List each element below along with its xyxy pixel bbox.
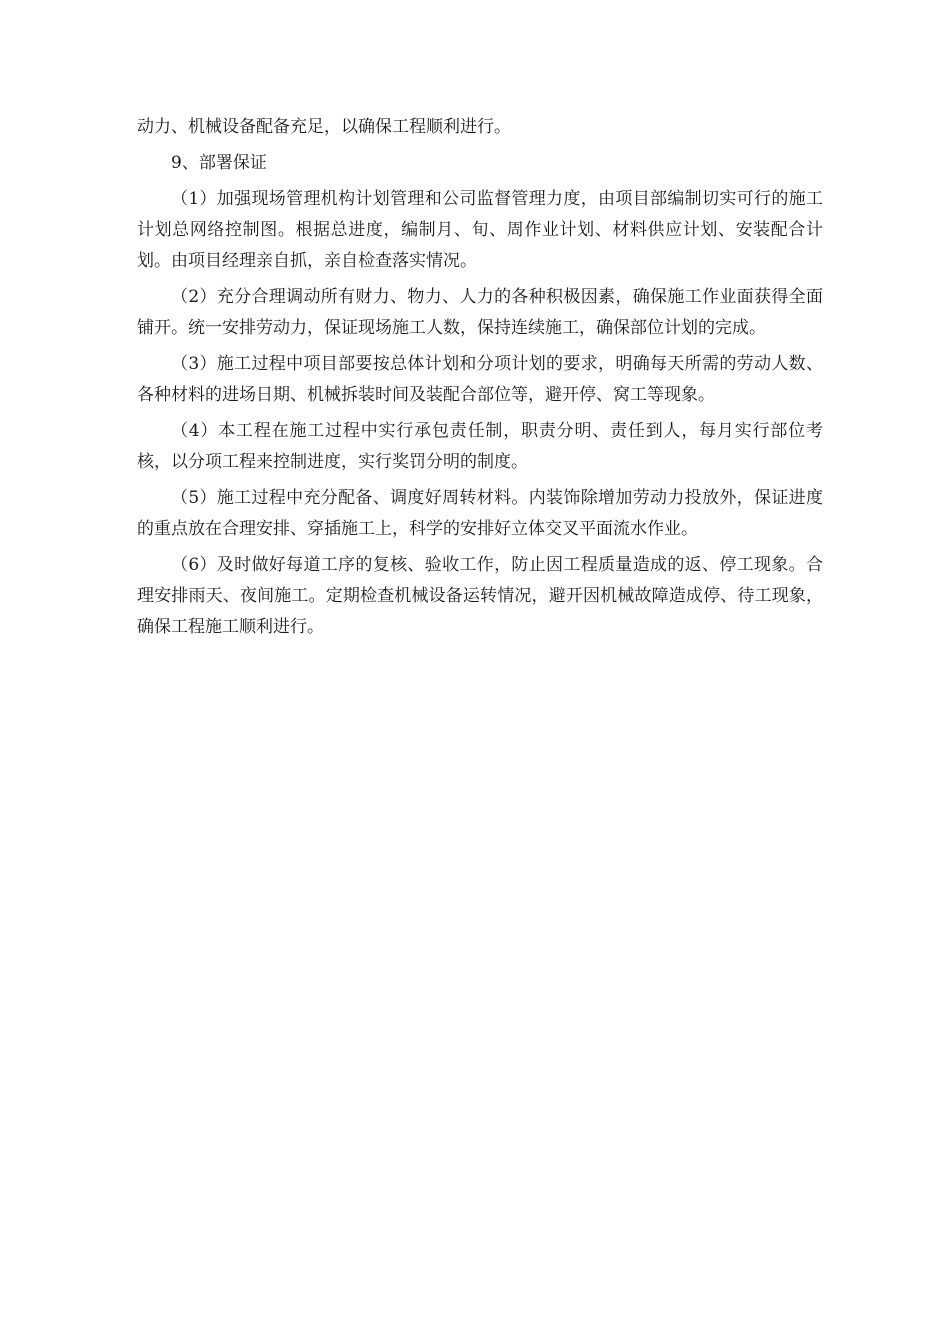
paragraph-5: （5）施工过程中充分配备、调度好周转材料。内装饰除增加劳动力投放外，保证进度的重点放在合理安排、穿插施工上，科学的安排好立体交叉平面流水作业。 <box>137 488 823 539</box>
paragraph-2: （2）充分合理调动所有财力、物力、人力的各种积极因素，确保施工作业面获得全面铺开。统一安排劳动力，保证现场施工人数，保持连续施工，确保部位计划的完成。 <box>137 287 823 338</box>
lead-paragraph: 动力、机械设备配备充足，以确保工程顺利进行。 <box>137 117 511 137</box>
paragraph-4: （4）本工程在施工过程中实行承包责任制，职责分明、责任到人，每月实行部位考核，以分项工程来控制进度，实行奖罚分明的制度。 <box>137 421 823 472</box>
section-heading: 9、部署保证 <box>171 153 267 173</box>
paragraph-1: （1）加强现场管理机构计划管理和公司监督管理力度，由项目部编制切实可行的施工计划总网络控制图。根据总进度，编制月、旬、周作业计划、材料供应计划、安装配合计划。由项目经理亲自抓，亲自检查落实情况。 <box>137 189 823 271</box>
paragraph-3: （3）施工过程中项目部要按总体计划和分项计划的要求，明确每天所需的劳动人数、各种材料的进场日期、机械拆装时间及装配合部位等，避开停、窝工等现象。 <box>137 354 823 405</box>
paragraph-6: （6）及时做好每道工序的复核、验收工作，防止因工程质量造成的返、停工现象。合理安排雨天、夜间施工。定期检查机械设备运转情况，避开因机械故障造成停、待工现象，确保工程施工顺利进行。 <box>137 555 823 637</box>
document-body <box>137 112 823 648</box>
